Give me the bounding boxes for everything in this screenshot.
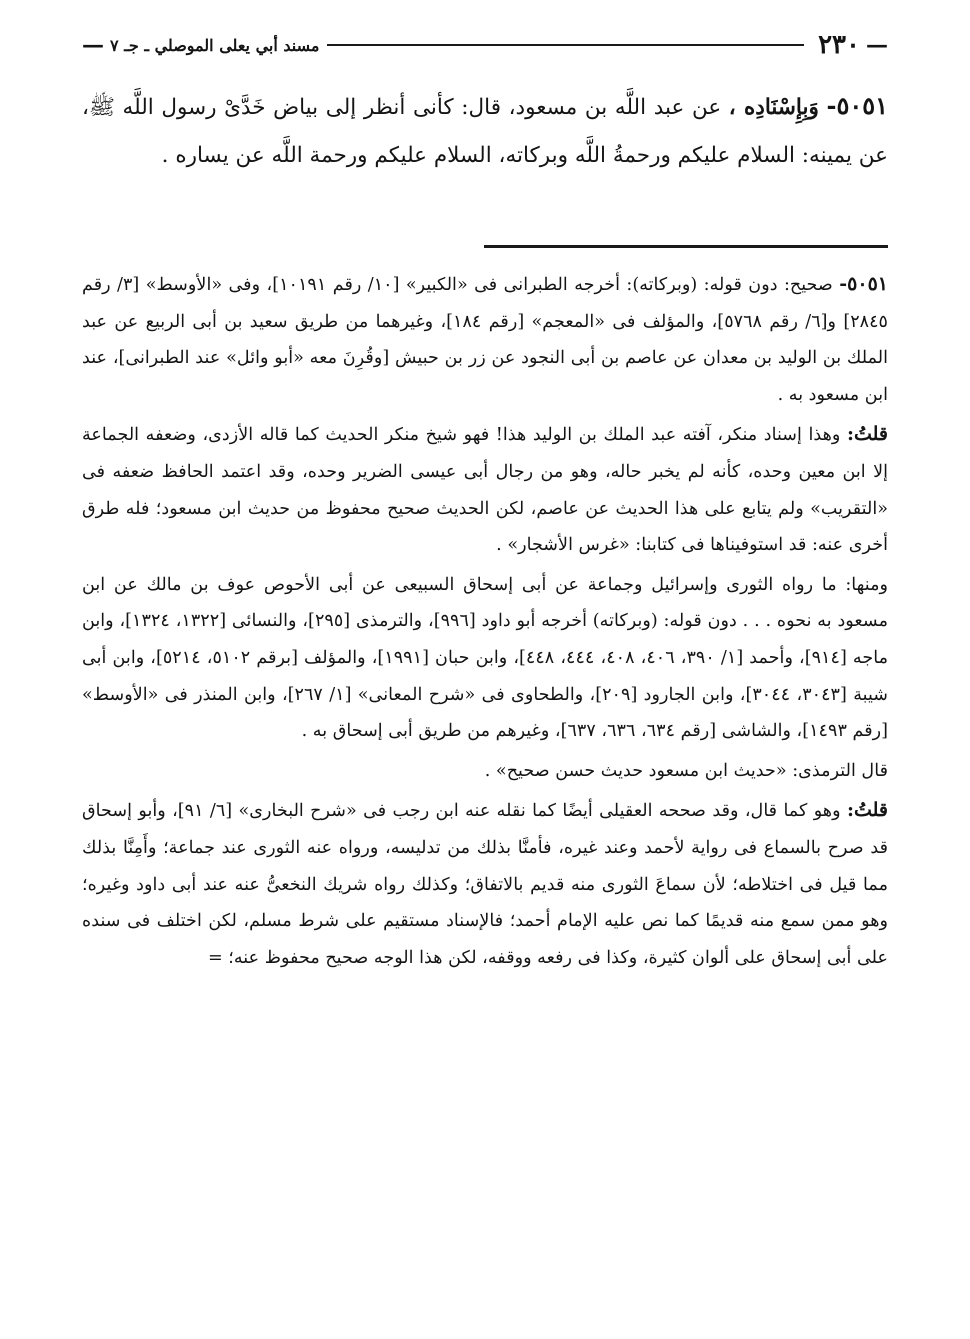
commentary-paragraph	[82, 753, 888, 790]
note-number: ٥٠٥١-	[839, 273, 888, 295]
commentary-block	[82, 266, 888, 976]
note-text: قال الترمذى: «حديث ابن مسعود حديث حسن صحيح» .	[484, 760, 888, 781]
commentary-paragraph	[82, 792, 888, 976]
qultu-label: قلتُ:	[846, 799, 888, 822]
hadith-text-block	[82, 82, 888, 180]
note-text: وهذا إسناد منكر، آفته عبد الملك بن الوليد هذا! فهو شيخ منكر الحديث كما قاله الأزدى، وضعفه الجماعة إلا ابن معين وحده، كأنه لم يخبر حاله، وهو من رجال أبى عيسى الضرير وحده، وقد اعتمد الحافظ ضعفه فى «التقريب» ولم يتابع على هذا الحديث عن عاصم، لكن الحديث صحيح محفوظ من حديث ابن مسعود؛ فله طرق أخرى عنه: قد استوفيناها فى كتابنا: «غرس الأشجار» .	[82, 425, 888, 556]
note-text: وهو كما قال، وقد صححه العقيلى أيضًا كما نقله عنه ابن رجب فى «شرح البخارى» [٦/ ٩١]، وأبو إسحاق قد صرح بالسماع فى رواية لأحمد وعند غيره، فأمنَّا بذلك من تدليسه، ورواه عنه الثورى عند جماعة؛ وأَمِنَّا بذلك مما قيل فى اختلاطه؛ لأن سماعَ الثورى منه قديم بالاتفاق؛ وكذلك رواه شريك النخعىُّ عنه عند أبى داود وغيره؛ وهو ممن سمع منه قديمًا كما نص عليه الإمام أحمد؛ فالإسناد مستقيم على شرط مسلم، لكن اختلف فى سنده على أبى إسحاق على ألوان كثيرة، وكذا فى رفعه ووقفه، لكن هذا الوجه صحيح محفوظ عنه؛ =	[82, 801, 888, 968]
running-title: مسند أبي يعلى الموصلي ـ جـ ٧	[110, 35, 320, 55]
header-dash-left: —	[82, 32, 104, 58]
header-rule	[327, 44, 804, 46]
footnote-separator	[484, 245, 888, 248]
hadith-body: عن عبد اللَّه بن مسعود، قال: كأنى أنظر إلى بياض خَدَّىْ رسول اللَّه ﷺ، عن يمينه: السلام عليكم ورحمةُ اللَّه وبركاته، السلام عليكم ورحمة اللَّه عن يساره .	[82, 95, 888, 168]
hadith-chain: وَبِإِسْنَادِه ،	[728, 95, 819, 120]
note-text: صحيح: دون قوله: (وبركاته): أخرجه الطبرانى فى «الكبير» [١٠/ رقم ١٠١٩١]، وفى «الأوسط» [٣/ رقم ٢٨٤٥] و[٦/ رقم ٥٧٦٨]، والمؤلف فى «المعجم» [رقم ١٨٤]، وغيرهما من طريق سعيد بن أبى الربيع عن عبد الملك بن الوليد بن معدان عن عاصم بن أبى النجود عن زر بن حبيش [وقُرِنَ معه «أبو وائل» عند الطبرانى]، عند ابن مسعود به .	[82, 275, 888, 405]
commentary-paragraph	[82, 416, 888, 563]
note-text: ومنها: ما رواه الثورى وإسرائيل وجماعة عن أبى إسحاق السبيعى عن أبى الأحوص عوف بن مالك عن ابن مسعود به نحوه . . . دون قوله: (وبركاته) أخرجه أبو داود [٩٩٦]، والترمذى [٢٩٥]، والنسائى [١٣٢٢، ١٣٢٤]، وابن ماجه [٩١٤]، وأحمد [١/ ٣٩٠، ٤٠٦، ٤٠٨، ٤٤٤، ٤٤٨]، وابن حبان [١٩٩١]، والمؤلف [برقم ٥١٠٢، ٥٢١٤]، وابن أبى شيبة [٣٠٤٣، ٣٠٤٤]، وابن الجارود [٢٠٩]، والطحاوى فى «شرح المعانى» [١/ ٢٦٧]، وابن المنذر فى «الأوسط» [رقم ١٤٩٣]، والشاشى [رقم ٦٣٤، ٦٣٦، ٦٣٧]، وغيرهم من طريق أبى إسحاق به .	[82, 574, 889, 742]
running-header	[82, 30, 888, 60]
header-dash-right: —	[866, 32, 888, 58]
hadith-number: ٥٠٥١-	[826, 91, 889, 120]
qultu-label: قلتُ:	[846, 423, 889, 446]
commentary-paragraph	[82, 567, 888, 750]
page-number: ٢٣٠	[818, 30, 860, 60]
commentary-paragraph	[82, 266, 888, 413]
